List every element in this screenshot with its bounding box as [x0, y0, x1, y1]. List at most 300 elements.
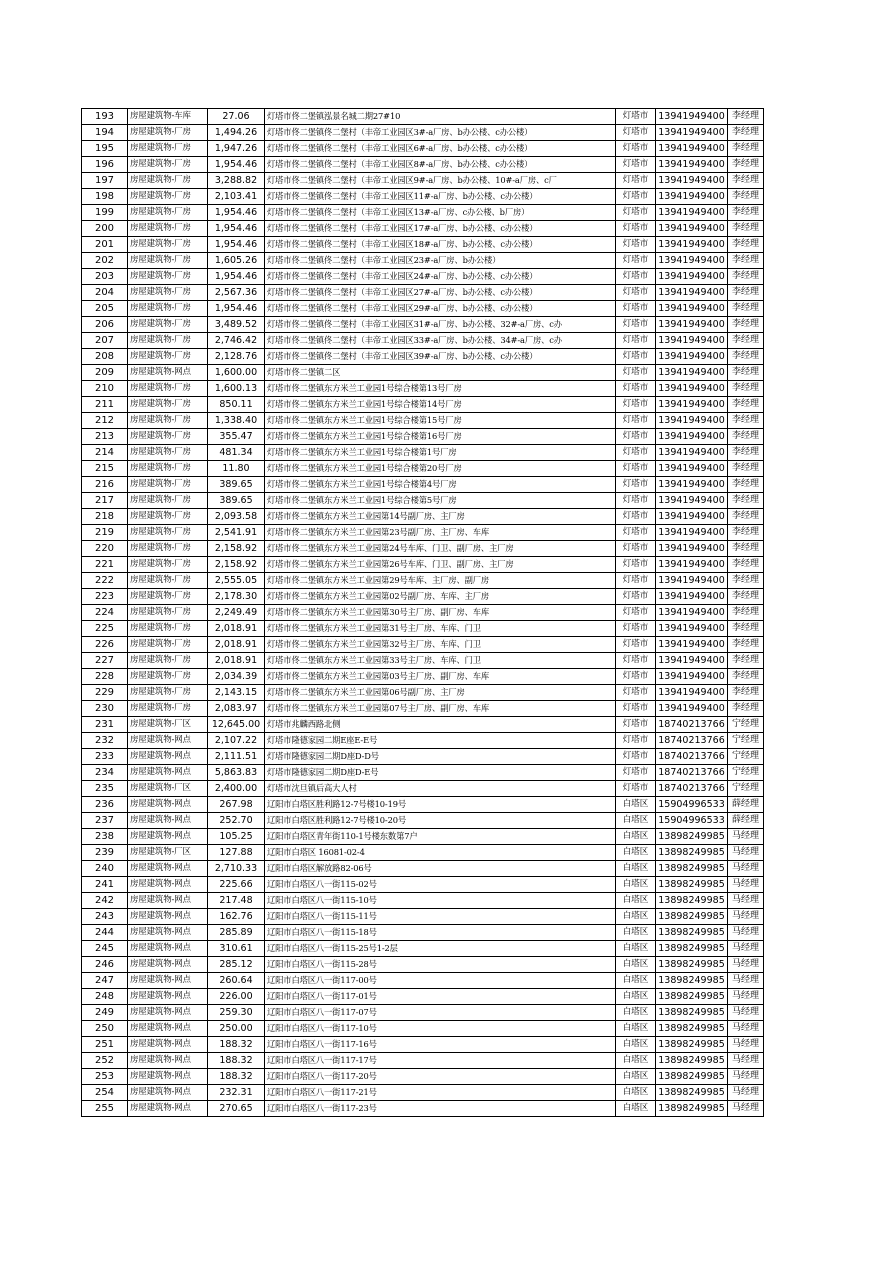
- contact-cell: 李经理: [728, 445, 764, 461]
- property-type-cell: 房屋建筑物-网点: [128, 1021, 208, 1037]
- phone-cell: 13898249985: [656, 877, 728, 893]
- row-number-cell: 211: [82, 397, 128, 413]
- area-cell: 389.65: [208, 477, 265, 493]
- property-type-cell: 房屋建筑物-厂房: [128, 541, 208, 557]
- property-type-cell: 房屋建筑物-网点: [128, 1069, 208, 1085]
- area-cell: 2,018.91: [208, 621, 265, 637]
- row-number-cell: 251: [82, 1037, 128, 1053]
- property-type-cell: 房屋建筑物-车库: [128, 109, 208, 125]
- phone-cell: 13941949400: [656, 189, 728, 205]
- contact-cell: 宁经理: [728, 717, 764, 733]
- contact-cell: 李经理: [728, 285, 764, 301]
- area-cell: 5,863.83: [208, 765, 265, 781]
- table-row: [82, 509, 764, 525]
- property-type-cell: 房屋建筑物-网点: [128, 909, 208, 925]
- row-number-cell: 237: [82, 813, 128, 829]
- area-cell: 188.32: [208, 1069, 265, 1085]
- district-cell: 灯塔市: [616, 493, 656, 509]
- district-cell: 白塔区: [616, 925, 656, 941]
- district-cell: 灯塔市: [616, 413, 656, 429]
- table-row: [82, 941, 764, 957]
- property-type-cell: 房屋建筑物-厂房: [128, 429, 208, 445]
- address-cell: 灯塔市佟二堡镇佟二堡村（丰帝工业园区39#-a厂房、b办公楼、c办公楼）: [265, 349, 616, 365]
- address-cell: 灯塔市佟二堡镇佟二堡村（丰帝工业园区24#-a厂房、b办公楼、c办公楼）: [265, 269, 616, 285]
- district-cell: 灯塔市: [616, 173, 656, 189]
- address-cell: 辽阳市白塔区八一街115-18号: [265, 925, 616, 941]
- row-number-cell: 193: [82, 109, 128, 125]
- phone-cell: 13941949400: [656, 285, 728, 301]
- phone-cell: 13941949400: [656, 429, 728, 445]
- table-row: [82, 381, 764, 397]
- address-cell: 灯塔市佟二堡镇佟二堡村（丰帝工业园区13#-a厂房、c办公楼、b厂房）: [265, 205, 616, 221]
- phone-cell: 15904996533: [656, 813, 728, 829]
- district-cell: 灯塔市: [616, 509, 656, 525]
- row-number-cell: 227: [82, 653, 128, 669]
- contact-cell: 马经理: [728, 957, 764, 973]
- contact-cell: 马经理: [728, 1085, 764, 1101]
- address-cell: 辽阳市白塔区青年街110-1号楼东数第7户: [265, 829, 616, 845]
- district-cell: 灯塔市: [616, 765, 656, 781]
- district-cell: 灯塔市: [616, 461, 656, 477]
- district-cell: 灯塔市: [616, 541, 656, 557]
- phone-cell: 13941949400: [656, 301, 728, 317]
- contact-cell: 李经理: [728, 141, 764, 157]
- contact-cell: 李经理: [728, 637, 764, 653]
- row-number-cell: 253: [82, 1069, 128, 1085]
- table-row: [82, 429, 764, 445]
- address-cell: 灯塔市佟二堡镇东方米兰工业园第32号主厂房、车库、门卫: [265, 637, 616, 653]
- address-cell: 灯塔市佟二堡镇二区: [265, 365, 616, 381]
- property-type-cell: 房屋建筑物-厂房: [128, 285, 208, 301]
- district-cell: 白塔区: [616, 1069, 656, 1085]
- phone-cell: 13941949400: [656, 589, 728, 605]
- area-cell: 481.34: [208, 445, 265, 461]
- property-type-cell: 房屋建筑物-厂房: [128, 221, 208, 237]
- phone-cell: 18740213766: [656, 781, 728, 797]
- contact-cell: 马经理: [728, 893, 764, 909]
- row-number-cell: 218: [82, 509, 128, 525]
- row-number-cell: 222: [82, 573, 128, 589]
- phone-cell: 13941949400: [656, 621, 728, 637]
- contact-cell: 李经理: [728, 301, 764, 317]
- area-cell: 252.70: [208, 813, 265, 829]
- table-row: [82, 253, 764, 269]
- property-type-cell: 房屋建筑物-厂房: [128, 701, 208, 717]
- district-cell: 白塔区: [616, 861, 656, 877]
- district-cell: 灯塔市: [616, 605, 656, 621]
- row-number-cell: 204: [82, 285, 128, 301]
- contact-cell: 马经理: [728, 1021, 764, 1037]
- address-cell: 灯塔市佟二堡镇佟二堡村（丰帝工业园区27#-a厂房、b办公楼、c办公楼）: [265, 285, 616, 301]
- contact-cell: 李经理: [728, 653, 764, 669]
- address-cell: 灯塔市佟二堡镇佟二堡村（丰帝工业园区6#-a厂房、b办公楼、c办公楼）: [265, 141, 616, 157]
- address-cell: 灯塔市佟二堡镇东方米兰工业园1号综合楼第1号厂房: [265, 445, 616, 461]
- phone-cell: 13941949400: [656, 269, 728, 285]
- table-row: [82, 461, 764, 477]
- contact-cell: 李经理: [728, 333, 764, 349]
- property-type-cell: 房屋建筑物-网点: [128, 733, 208, 749]
- property-type-cell: 房屋建筑物-厂房: [128, 269, 208, 285]
- table-row: [82, 685, 764, 701]
- phone-cell: 13941949400: [656, 573, 728, 589]
- area-cell: 232.31: [208, 1085, 265, 1101]
- row-number-cell: 207: [82, 333, 128, 349]
- address-cell: 灯塔市佟二堡镇东方米兰工业园第23号副厂房、主厂房、车库: [265, 525, 616, 541]
- area-cell: 2,555.05: [208, 573, 265, 589]
- area-cell: 2,128.76: [208, 349, 265, 365]
- row-number-cell: 208: [82, 349, 128, 365]
- area-cell: 2,143.15: [208, 685, 265, 701]
- table-row: [82, 109, 764, 125]
- contact-cell: 李经理: [728, 413, 764, 429]
- contact-cell: 李经理: [728, 701, 764, 717]
- district-cell: 灯塔市: [616, 653, 656, 669]
- district-cell: 灯塔市: [616, 669, 656, 685]
- table-row: [82, 397, 764, 413]
- property-type-cell: 房屋建筑物-厂房: [128, 445, 208, 461]
- row-number-cell: 220: [82, 541, 128, 557]
- table-row: [82, 365, 764, 381]
- table-row: [82, 893, 764, 909]
- row-number-cell: 231: [82, 717, 128, 733]
- contact-cell: 薛经理: [728, 813, 764, 829]
- phone-cell: 13941949400: [656, 701, 728, 717]
- district-cell: 灯塔市: [616, 109, 656, 125]
- phone-cell: 13898249985: [656, 909, 728, 925]
- table-row: [82, 701, 764, 717]
- phone-cell: 13898249985: [656, 941, 728, 957]
- address-cell: 辽阳市白塔区八一街115-02号: [265, 877, 616, 893]
- contact-cell: 李经理: [728, 397, 764, 413]
- table-row: [82, 925, 764, 941]
- phone-cell: 13941949400: [656, 365, 728, 381]
- contact-cell: 李经理: [728, 205, 764, 221]
- row-number-cell: 238: [82, 829, 128, 845]
- property-type-cell: 房屋建筑物-厂房: [128, 237, 208, 253]
- address-cell: 辽阳市白塔区八一街115-11号: [265, 909, 616, 925]
- phone-cell: 13898249985: [656, 1037, 728, 1053]
- address-cell: 灯塔市隆德家园二期E座E-E号: [265, 733, 616, 749]
- table-row: [82, 781, 764, 797]
- district-cell: 白塔区: [616, 941, 656, 957]
- contact-cell: 李经理: [728, 493, 764, 509]
- property-type-cell: 房屋建筑物-网点: [128, 765, 208, 781]
- phone-cell: 13898249985: [656, 861, 728, 877]
- phone-cell: 13941949400: [656, 221, 728, 237]
- row-number-cell: 200: [82, 221, 128, 237]
- area-cell: 267.98: [208, 797, 265, 813]
- address-cell: 辽阳市白塔区八一街117-21号: [265, 1085, 616, 1101]
- district-cell: 灯塔市: [616, 221, 656, 237]
- table-row: [82, 221, 764, 237]
- property-type-cell: 房屋建筑物-厂房: [128, 685, 208, 701]
- row-number-cell: 206: [82, 317, 128, 333]
- row-number-cell: 224: [82, 605, 128, 621]
- row-number-cell: 248: [82, 989, 128, 1005]
- address-cell: 辽阳市白塔区八一街117-23号: [265, 1101, 616, 1117]
- row-number-cell: 229: [82, 685, 128, 701]
- address-cell: 灯塔市兆麟西路北侧: [265, 717, 616, 733]
- address-cell: 辽阳市白塔区解放路82-06号: [265, 861, 616, 877]
- contact-cell: 薛经理: [728, 797, 764, 813]
- contact-cell: 李经理: [728, 189, 764, 205]
- address-cell: 灯塔市佟二堡镇东方米兰工业园1号综合楼第14号厂房: [265, 397, 616, 413]
- district-cell: 白塔区: [616, 1005, 656, 1021]
- row-number-cell: 221: [82, 557, 128, 573]
- area-cell: 2,710.33: [208, 861, 265, 877]
- row-number-cell: 252: [82, 1053, 128, 1069]
- row-number-cell: 215: [82, 461, 128, 477]
- row-number-cell: 201: [82, 237, 128, 253]
- district-cell: 白塔区: [616, 973, 656, 989]
- district-cell: 白塔区: [616, 829, 656, 845]
- property-type-cell: 房屋建筑物-厂房: [128, 477, 208, 493]
- table-row: [82, 861, 764, 877]
- row-number-cell: 235: [82, 781, 128, 797]
- contact-cell: 李经理: [728, 541, 764, 557]
- phone-cell: 13898249985: [656, 957, 728, 973]
- address-cell: 灯塔市隆德家园二期D座D-D号: [265, 749, 616, 765]
- contact-cell: 李经理: [728, 461, 764, 477]
- phone-cell: 13941949400: [656, 173, 728, 189]
- table-row: [82, 765, 764, 781]
- property-type-cell: 房屋建筑物-厂房: [128, 317, 208, 333]
- property-type-cell: 房屋建筑物-网点: [128, 941, 208, 957]
- district-cell: 灯塔市: [616, 781, 656, 797]
- table-row: [82, 1037, 764, 1053]
- district-cell: 灯塔市: [616, 445, 656, 461]
- contact-cell: 李经理: [728, 621, 764, 637]
- row-number-cell: 219: [82, 525, 128, 541]
- address-cell: 辽阳市白塔区八一街117-20号: [265, 1069, 616, 1085]
- district-cell: 灯塔市: [616, 253, 656, 269]
- district-cell: 白塔区: [616, 893, 656, 909]
- row-number-cell: 245: [82, 941, 128, 957]
- contact-cell: 马经理: [728, 1053, 764, 1069]
- row-number-cell: 197: [82, 173, 128, 189]
- property-type-cell: 房屋建筑物-厂房: [128, 381, 208, 397]
- area-cell: 270.65: [208, 1101, 265, 1117]
- phone-cell: 13941949400: [656, 461, 728, 477]
- address-cell: 辽阳市白塔区八一街117-00号: [265, 973, 616, 989]
- district-cell: 灯塔市: [616, 621, 656, 637]
- contact-cell: 李经理: [728, 509, 764, 525]
- table-row: [82, 973, 764, 989]
- contact-cell: 李经理: [728, 477, 764, 493]
- property-type-cell: 房屋建筑物-厂房: [128, 557, 208, 573]
- area-cell: 2,111.51: [208, 749, 265, 765]
- area-cell: 3,288.82: [208, 173, 265, 189]
- contact-cell: 李经理: [728, 125, 764, 141]
- property-type-cell: 房屋建筑物-厂房: [128, 349, 208, 365]
- row-number-cell: 254: [82, 1085, 128, 1101]
- property-type-cell: 房屋建筑物-网点: [128, 1005, 208, 1021]
- area-cell: 11.80: [208, 461, 265, 477]
- property-type-cell: 房屋建筑物-厂房: [128, 189, 208, 205]
- contact-cell: 宁经理: [728, 733, 764, 749]
- address-cell: 灯塔市佟二堡镇东方米兰工业园第02号副厂房、车库、主厂房: [265, 589, 616, 605]
- row-number-cell: 241: [82, 877, 128, 893]
- contact-cell: 宁经理: [728, 781, 764, 797]
- contact-cell: 宁经理: [728, 749, 764, 765]
- contact-cell: 李经理: [728, 557, 764, 573]
- area-cell: 1,954.46: [208, 157, 265, 173]
- table-row: [82, 141, 764, 157]
- area-cell: 2,103.41: [208, 189, 265, 205]
- phone-cell: 13941949400: [656, 397, 728, 413]
- phone-cell: 13941949400: [656, 333, 728, 349]
- area-cell: 2,249.49: [208, 605, 265, 621]
- area-cell: 1,954.46: [208, 301, 265, 317]
- district-cell: 白塔区: [616, 1021, 656, 1037]
- contact-cell: 马经理: [728, 845, 764, 861]
- phone-cell: 13898249985: [656, 925, 728, 941]
- phone-cell: 18740213766: [656, 749, 728, 765]
- district-cell: 灯塔市: [616, 557, 656, 573]
- area-cell: 2,093.58: [208, 509, 265, 525]
- table-row: [82, 1069, 764, 1085]
- address-cell: 辽阳市白塔区八一街115-10号: [265, 893, 616, 909]
- district-cell: 灯塔市: [616, 397, 656, 413]
- contact-cell: 李经理: [728, 221, 764, 237]
- district-cell: 灯塔市: [616, 717, 656, 733]
- row-number-cell: 230: [82, 701, 128, 717]
- table-row: [82, 1085, 764, 1101]
- address-cell: 灯塔市佟二堡镇东方米兰工业园第33号主厂房、车库、门卫: [265, 653, 616, 669]
- address-cell: 灯塔市佟二堡镇东方米兰工业园第29号车库、主厂房、副厂房: [265, 573, 616, 589]
- table-row: [82, 173, 764, 189]
- area-cell: 2,746.42: [208, 333, 265, 349]
- property-type-cell: 房屋建筑物-厂房: [128, 589, 208, 605]
- phone-cell: 13941949400: [656, 253, 728, 269]
- area-cell: 1,954.46: [208, 269, 265, 285]
- property-type-cell: 房屋建筑物-厂房: [128, 509, 208, 525]
- district-cell: 白塔区: [616, 797, 656, 813]
- phone-cell: 18740213766: [656, 717, 728, 733]
- district-cell: 灯塔市: [616, 141, 656, 157]
- contact-cell: 李经理: [728, 365, 764, 381]
- address-cell: 灯塔市佟二堡镇东方米兰工业园第14号副厂房、主厂房: [265, 509, 616, 525]
- area-cell: 105.25: [208, 829, 265, 845]
- address-cell: 灯塔市佟二堡镇东方米兰工业园第31号主厂房、车库、门卫: [265, 621, 616, 637]
- address-cell: 灯塔市佟二堡镇东方米兰工业园第07号主厂房、副厂房、车库: [265, 701, 616, 717]
- phone-cell: 13898249985: [656, 1101, 728, 1117]
- phone-cell: 13941949400: [656, 685, 728, 701]
- phone-cell: 13941949400: [656, 413, 728, 429]
- table-row: [82, 157, 764, 173]
- phone-cell: 13898249985: [656, 829, 728, 845]
- contact-cell: 马经理: [728, 1037, 764, 1053]
- contact-cell: 李经理: [728, 685, 764, 701]
- phone-cell: 13941949400: [656, 445, 728, 461]
- area-cell: 259.30: [208, 1005, 265, 1021]
- property-type-cell: 房屋建筑物-厂房: [128, 493, 208, 509]
- table-row: [82, 349, 764, 365]
- phone-cell: 13941949400: [656, 157, 728, 173]
- address-cell: 灯塔市佟二堡镇东方米兰工业园第03号主厂房、副厂房、车库: [265, 669, 616, 685]
- table-row: [82, 1005, 764, 1021]
- contact-cell: 李经理: [728, 381, 764, 397]
- table-row: [82, 413, 764, 429]
- district-cell: 灯塔市: [616, 701, 656, 717]
- area-cell: 285.89: [208, 925, 265, 941]
- address-cell: 灯塔市佟二堡镇东方米兰工业园第06号副厂房、主厂房: [265, 685, 616, 701]
- property-table-body: [82, 109, 764, 1117]
- phone-cell: 18740213766: [656, 765, 728, 781]
- row-number-cell: 226: [82, 637, 128, 653]
- area-cell: 1,947.26: [208, 141, 265, 157]
- phone-cell: 13941949400: [656, 381, 728, 397]
- area-cell: 389.65: [208, 493, 265, 509]
- address-cell: 灯塔市佟二堡镇佟二堡村（丰帝工业园区11#-a厂房、b办公楼、c办公楼）: [265, 189, 616, 205]
- address-cell: 辽阳市白塔区八一街115-25号1-2层: [265, 941, 616, 957]
- row-number-cell: 225: [82, 621, 128, 637]
- table-row: [82, 205, 764, 221]
- address-cell: 辽阳市白塔区胜利路12-7号楼10-20号: [265, 813, 616, 829]
- contact-cell: 李经理: [728, 573, 764, 589]
- phone-cell: 13941949400: [656, 525, 728, 541]
- district-cell: 灯塔市: [616, 333, 656, 349]
- property-type-cell: 房屋建筑物-厂房: [128, 205, 208, 221]
- phone-cell: 13898249985: [656, 845, 728, 861]
- district-cell: 灯塔市: [616, 269, 656, 285]
- address-cell: 灯塔市佟二堡镇泓景名城二期27#10: [265, 109, 616, 125]
- contact-cell: 马经理: [728, 1101, 764, 1117]
- property-type-cell: 房屋建筑物-厂房: [128, 525, 208, 541]
- area-cell: 188.32: [208, 1053, 265, 1069]
- district-cell: 灯塔市: [616, 685, 656, 701]
- table-row: [82, 541, 764, 557]
- property-type-cell: 房屋建筑物-厂区: [128, 717, 208, 733]
- table-row: [82, 445, 764, 461]
- area-cell: 355.47: [208, 429, 265, 445]
- property-type-cell: 房屋建筑物-厂区: [128, 781, 208, 797]
- row-number-cell: 217: [82, 493, 128, 509]
- contact-cell: 马经理: [728, 861, 764, 877]
- property-type-cell: 房屋建筑物-厂房: [128, 653, 208, 669]
- row-number-cell: 247: [82, 973, 128, 989]
- district-cell: 白塔区: [616, 877, 656, 893]
- phone-cell: 13941949400: [656, 637, 728, 653]
- contact-cell: 马经理: [728, 925, 764, 941]
- property-type-cell: 房屋建筑物-厂房: [128, 573, 208, 589]
- phone-cell: 15904996533: [656, 797, 728, 813]
- district-cell: 灯塔市: [616, 125, 656, 141]
- district-cell: 灯塔市: [616, 477, 656, 493]
- area-cell: 2,541.91: [208, 525, 265, 541]
- table-row: [82, 749, 764, 765]
- row-number-cell: 214: [82, 445, 128, 461]
- district-cell: 灯塔市: [616, 525, 656, 541]
- area-cell: 225.66: [208, 877, 265, 893]
- address-cell: 灯塔市佟二堡镇东方米兰工业园1号综合楼第4号厂房: [265, 477, 616, 493]
- address-cell: 灯塔市佟二堡镇东方米兰工业园第26号车库、门卫、副厂房、主厂房: [265, 557, 616, 573]
- phone-cell: 13941949400: [656, 493, 728, 509]
- table-row: [82, 797, 764, 813]
- district-cell: 灯塔市: [616, 733, 656, 749]
- area-cell: 226.00: [208, 989, 265, 1005]
- area-cell: 250.00: [208, 1021, 265, 1037]
- row-number-cell: 255: [82, 1101, 128, 1117]
- district-cell: 灯塔市: [616, 749, 656, 765]
- row-number-cell: 250: [82, 1021, 128, 1037]
- table-row: [82, 477, 764, 493]
- row-number-cell: 216: [82, 477, 128, 493]
- phone-cell: 13898249985: [656, 1085, 728, 1101]
- district-cell: 灯塔市: [616, 365, 656, 381]
- phone-cell: 13941949400: [656, 541, 728, 557]
- property-type-cell: 房屋建筑物-厂房: [128, 125, 208, 141]
